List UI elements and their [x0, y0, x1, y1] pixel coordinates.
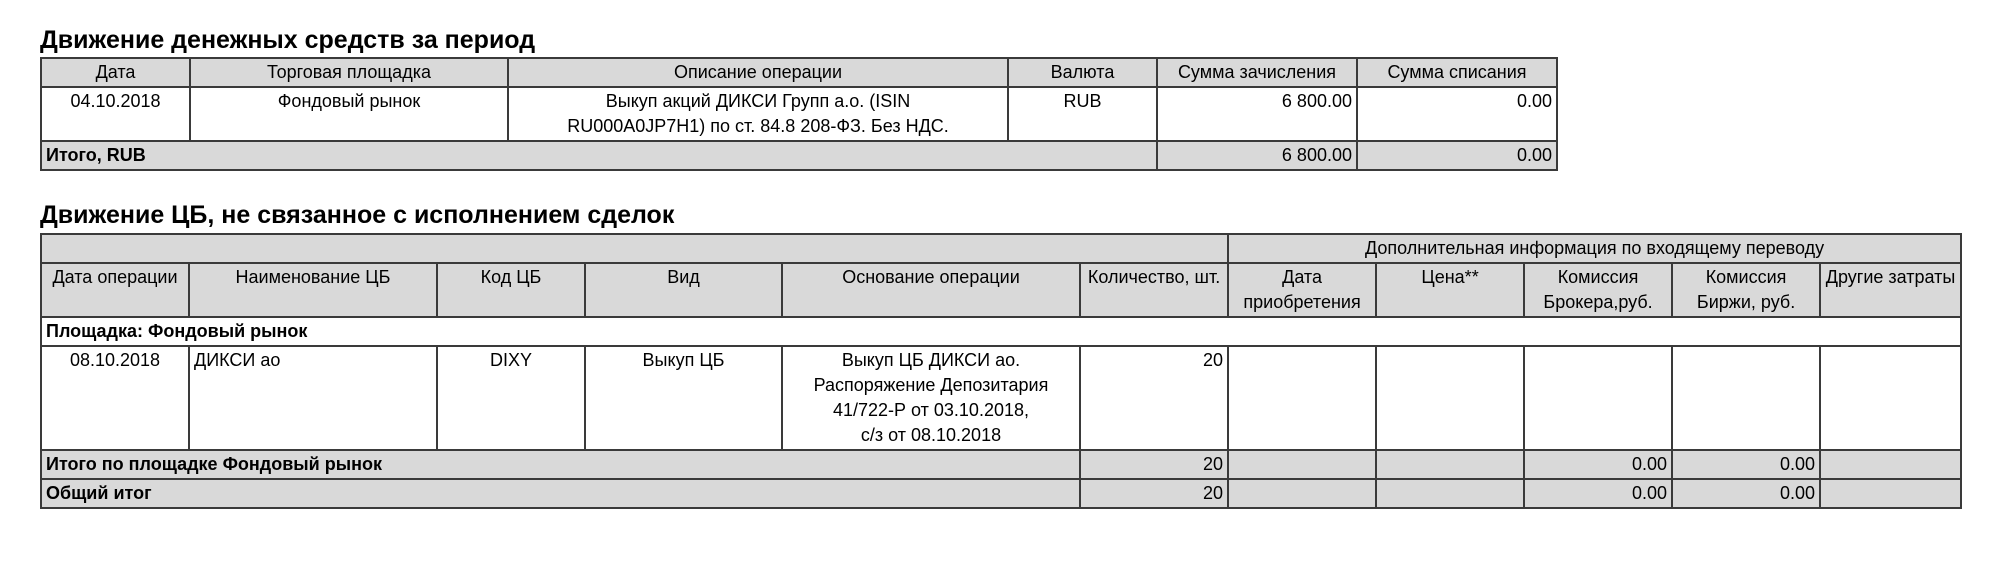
market-total-exch-fee: 0.00 — [1672, 450, 1820, 479]
acq-date-header-line2: приобретения — [1243, 292, 1361, 312]
market-total-acq-date — [1228, 450, 1376, 479]
grand-total-exch-fee: 0.00 — [1672, 479, 1820, 508]
exch-fee-header-line2: Биржи, руб. — [1696, 292, 1796, 312]
sec-exch-fee — [1672, 346, 1820, 450]
broker-fee-header-line1: Комиссия — [1557, 267, 1639, 287]
sec-price — [1376, 346, 1524, 450]
market-total-broker-fee: 0.00 — [1524, 450, 1672, 479]
sec-op-date: 08.10.2018 — [41, 346, 189, 450]
cash-currency: RUB — [1008, 87, 1157, 141]
grand-total-row — [41, 479, 1961, 508]
col-kind-header: Вид — [585, 263, 782, 317]
col-currency-header: Валюта — [1008, 58, 1157, 87]
cash-flow-table — [40, 57, 1558, 171]
sec-name: ДИКСИ ао — [189, 346, 437, 450]
cash-market: Фондовый рынок — [190, 87, 508, 141]
sec-basis — [782, 346, 1080, 450]
securities-header-row — [41, 263, 1961, 317]
market-total-price — [1376, 450, 1524, 479]
cash-description-line1: Выкуп акций ДИКСИ Групп а.о. (ISIN — [605, 91, 911, 111]
cash-debit: 0.00 — [1357, 87, 1557, 141]
col-market-header: Торговая площадка — [190, 58, 508, 87]
market-total-label: Итого по площадке Фондовый рынок — [41, 450, 1080, 479]
exch-fee-header-line1: Комиссия — [1705, 267, 1787, 287]
sec-basis-line4: с/з от 08.10.2018 — [860, 425, 1002, 445]
incoming-transfer-group-header: Дополнительная информация по входящему переводу — [1228, 234, 1961, 263]
sec-broker-fee — [1524, 346, 1672, 450]
cash-description — [508, 87, 1008, 141]
cash-total-row — [41, 141, 1557, 170]
col-price-header: Цена** — [1376, 263, 1524, 317]
market-total-other — [1820, 450, 1961, 479]
sec-basis-line3: 41/722-Р от 03.10.2018, — [832, 400, 1029, 420]
grand-total-other — [1820, 479, 1961, 508]
cash-description-line2: RU000A0JP7H1) по ст. 84.8 208-ФЗ. Без НДС. — [567, 116, 949, 136]
col-other-header: Другие затраты — [1820, 263, 1961, 317]
col-name-header: Наименование ЦБ — [189, 263, 437, 317]
col-basis-header: Основание операции — [782, 263, 1080, 317]
cash-header-row — [41, 58, 1557, 87]
col-credit-header: Сумма зачисления — [1157, 58, 1357, 87]
group-header-blank — [41, 234, 1228, 263]
grand-total-acq-date — [1228, 479, 1376, 508]
grand-total-label: Общий итог — [41, 479, 1080, 508]
col-exch-fee-header — [1672, 263, 1820, 317]
sec-basis-line2: Распоряжение Депозитария — [813, 375, 1049, 395]
cash-total-label: Итого, RUB — [41, 141, 1157, 170]
securities-table — [40, 233, 1962, 509]
market-label-row — [41, 317, 1961, 346]
table-row — [41, 87, 1557, 141]
sec-qty: 20 — [1080, 346, 1228, 450]
cash-flow-title: Движение денежных средств за период — [40, 26, 536, 54]
market-total-qty: 20 — [1080, 450, 1228, 479]
col-debit-header: Сумма списания — [1357, 58, 1557, 87]
sec-other — [1820, 346, 1961, 450]
cash-total-debit: 0.00 — [1357, 141, 1557, 170]
securities-group-header-row — [41, 234, 1961, 263]
cash-credit: 6 800.00 — [1157, 87, 1357, 141]
sec-kind: Выкуп ЦБ — [585, 346, 782, 450]
sec-acq-date — [1228, 346, 1376, 450]
cash-total-credit: 6 800.00 — [1157, 141, 1357, 170]
col-description-header: Описание операции — [508, 58, 1008, 87]
sec-code: DIXY — [437, 346, 585, 450]
col-broker-fee-header — [1524, 263, 1672, 317]
securities-title: Движение ЦБ, не связанное с исполнением сделок — [40, 201, 675, 229]
market-label: Площадка: Фондовый рынок — [41, 317, 1961, 346]
grand-total-price — [1376, 479, 1524, 508]
col-acq-date-header — [1228, 263, 1376, 317]
grand-total-qty: 20 — [1080, 479, 1228, 508]
table-row — [41, 346, 1961, 450]
market-total-row — [41, 450, 1961, 479]
broker-fee-header-line2: Брокера,руб. — [1543, 292, 1653, 312]
col-qty-header: Количество, шт. — [1080, 263, 1228, 317]
grand-total-broker-fee: 0.00 — [1524, 479, 1672, 508]
col-op-date-header: Дата операции — [41, 263, 189, 317]
cash-date: 04.10.2018 — [41, 87, 190, 141]
col-date-header: Дата — [41, 58, 190, 87]
acq-date-header-line1: Дата — [1282, 267, 1322, 287]
sec-basis-line1: Выкуп ЦБ ДИКСИ ао. — [841, 350, 1021, 370]
col-code-header: Код ЦБ — [437, 263, 585, 317]
